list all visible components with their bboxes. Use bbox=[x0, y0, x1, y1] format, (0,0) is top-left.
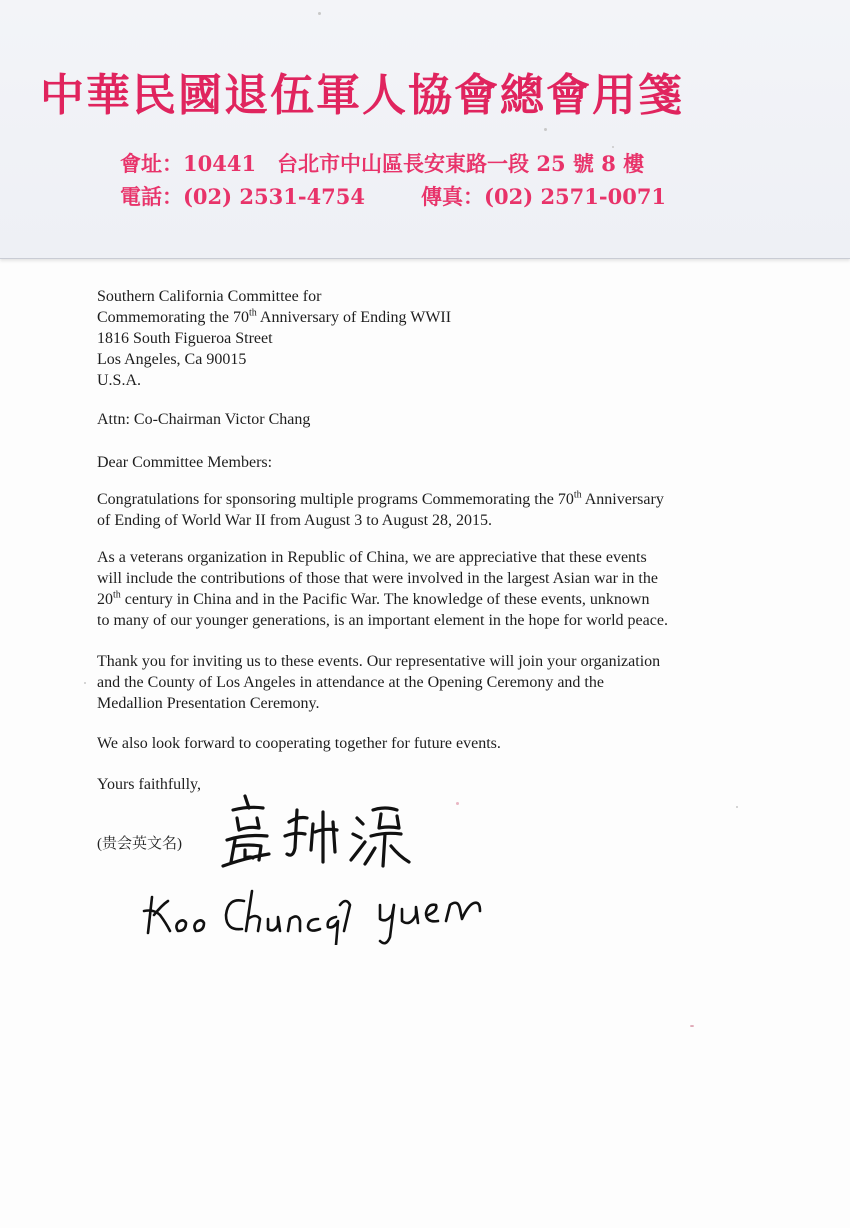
letterhead-phone: 電話：(02) 2531-4754 bbox=[120, 184, 366, 209]
attention-line: Attn: Co-Chairman Victor Chang bbox=[97, 411, 311, 428]
paragraph-thanks: Thank you for inviting us to these events. Our representative will join your organization and the County of Los Angeles in attendance at the Opening Ceremony and the Medallion Presentation Ceremony. bbox=[97, 653, 661, 712]
paper-speck bbox=[318, 12, 321, 15]
recipient-line: Los Angeles, Ca 90015 bbox=[97, 351, 247, 368]
paper-speck bbox=[544, 128, 547, 131]
letterhead-title: 中華民國退伍軍人協會總會用箋 bbox=[40, 70, 684, 121]
paper-speck bbox=[736, 806, 738, 808]
paragraph-appreciation: As a veterans organization in Republic of China, we are appreciative that these events will include the contributions of those that were involved in the largest Asian war in the 20th century in China and in the Pacific War. The knowledge of these events, unknown to many of our younger generations, is an important element in the hope for world peace. bbox=[97, 549, 668, 629]
recipient-line: 1816 South Figueroa Street bbox=[97, 330, 273, 347]
recipient-line: Commemorating the 70th Anniversary of Ending WWII bbox=[97, 307, 452, 326]
paper-speck bbox=[456, 802, 459, 805]
recipient-address bbox=[97, 286, 737, 391]
complimentary-close: Yours faithfully, bbox=[97, 776, 202, 793]
paper-speck bbox=[690, 1025, 694, 1027]
signature-chinese bbox=[215, 788, 415, 878]
letterhead-fax: 傳真：(02) 2571-0071 bbox=[421, 184, 667, 209]
recipient-line: Southern California Committee for bbox=[97, 288, 322, 305]
paragraph-future: We also look forward to cooperating together for future events. bbox=[97, 735, 501, 752]
letterhead-address: 會址：10441 台北市中山區長安東路一段 25 號 8 樓 bbox=[120, 151, 645, 176]
letterhead bbox=[0, 0, 850, 259]
salutation: Dear Committee Members: bbox=[97, 454, 273, 471]
recipient-line: U.S.A. bbox=[97, 372, 142, 389]
paper-speck bbox=[84, 682, 86, 684]
paragraph-congratulations: Congratulations for sponsoring multiple programs Commemorating the 70th Anniversary of Ending of World War II from August 3 to August 28, 2015. bbox=[97, 489, 664, 529]
paper-speck bbox=[612, 146, 614, 148]
letterhead-contact bbox=[120, 183, 666, 211]
signature-english bbox=[140, 875, 500, 945]
signature-label: (贵会英文名) bbox=[97, 836, 182, 852]
